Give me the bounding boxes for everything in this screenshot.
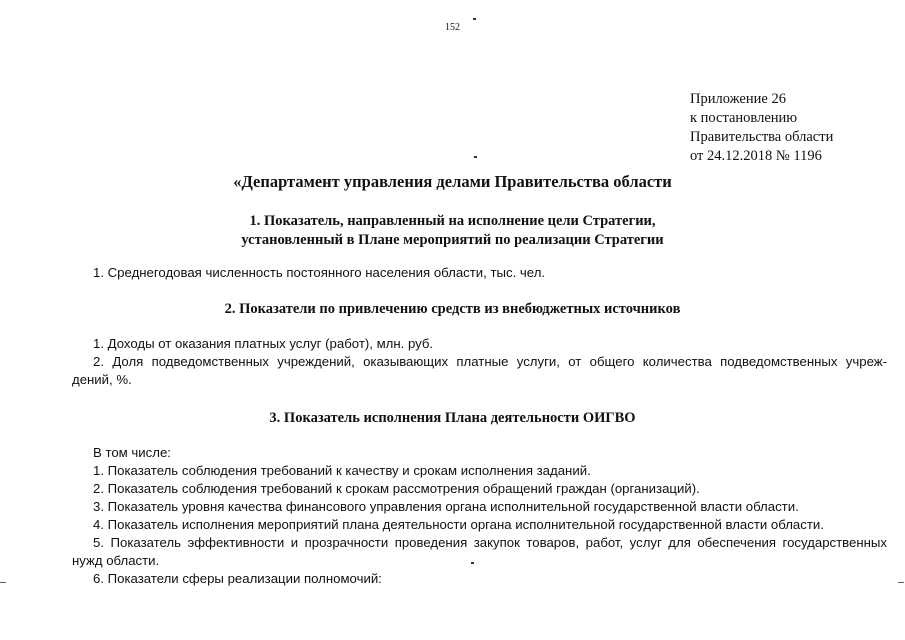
appendix-line: Приложение 26: [690, 91, 786, 107]
list-item: 6. Показатели сферы реализации полномочий:: [93, 571, 382, 586]
section-3-heading: 3. Показатель исполнения Плана деятельности ОИГВО: [269, 410, 636, 426]
page-number: 152: [445, 22, 460, 33]
scan-speck: [471, 562, 474, 564]
section-1-heading: [0, 212, 905, 250]
list-item: 1. Среднегодовая численность постоянного населения области, тыс. чел.: [93, 265, 546, 280]
list-item: 1. Показатель соблюдения требований к качеству и срокам исполнения заданий.: [93, 463, 591, 478]
section-2-heading: 2. Показатели по привлечению средств из внебюджетных источников: [224, 301, 681, 317]
scan-speck: [474, 156, 477, 158]
scan-edge-mark: [898, 582, 904, 583]
scan-speck: [473, 18, 476, 20]
section-1-heading-line: установленный в Плане мероприятий по реализации Стратегии: [241, 232, 664, 248]
section-3-items: [72, 444, 887, 588]
list-item: 5. Показатель эффективности и прозрачности проведения закупок товаров, работ, услуг для обеспечения государственных: [93, 535, 887, 550]
section-1-heading-line: 1. Показатель, направленный на исполнение цели Стратегии,: [249, 213, 656, 229]
list-item: 4. Показатель исполнения мероприятий плана деятельности органа исполнительной государственной власти области.: [93, 517, 824, 532]
section-2-items: [72, 335, 887, 389]
document-title: «Департамент управления делами Правительства области: [233, 172, 672, 191]
appendix-block: [690, 90, 833, 166]
list-item-continuation: дений, %.: [72, 372, 132, 387]
list-item: 2. Показатель соблюдения требований к срокам рассмотрения обращений граждан (организаций).: [93, 481, 700, 496]
list-item: 2. Доля подведомственных учреждений, оказывающих платные услуги, от общего количества подведомственных учреж-: [93, 354, 887, 369]
appendix-line: от 24.12.2018 № 1196: [690, 148, 822, 164]
appendix-line: Правительства области: [690, 129, 834, 145]
list-item: 1. Доходы от оказания платных услуг (работ), млн. руб.: [93, 336, 434, 351]
section-1-items: [72, 264, 887, 282]
list-item-continuation: нужд области.: [72, 553, 160, 568]
list-item: 3. Показатель уровня качества финансового управления органа исполнительной государственной власти области.: [93, 499, 799, 514]
appendix-line: к постановлению: [690, 110, 798, 126]
section-3-intro: В том числе:: [93, 445, 171, 460]
scan-edge-mark: [0, 582, 6, 583]
